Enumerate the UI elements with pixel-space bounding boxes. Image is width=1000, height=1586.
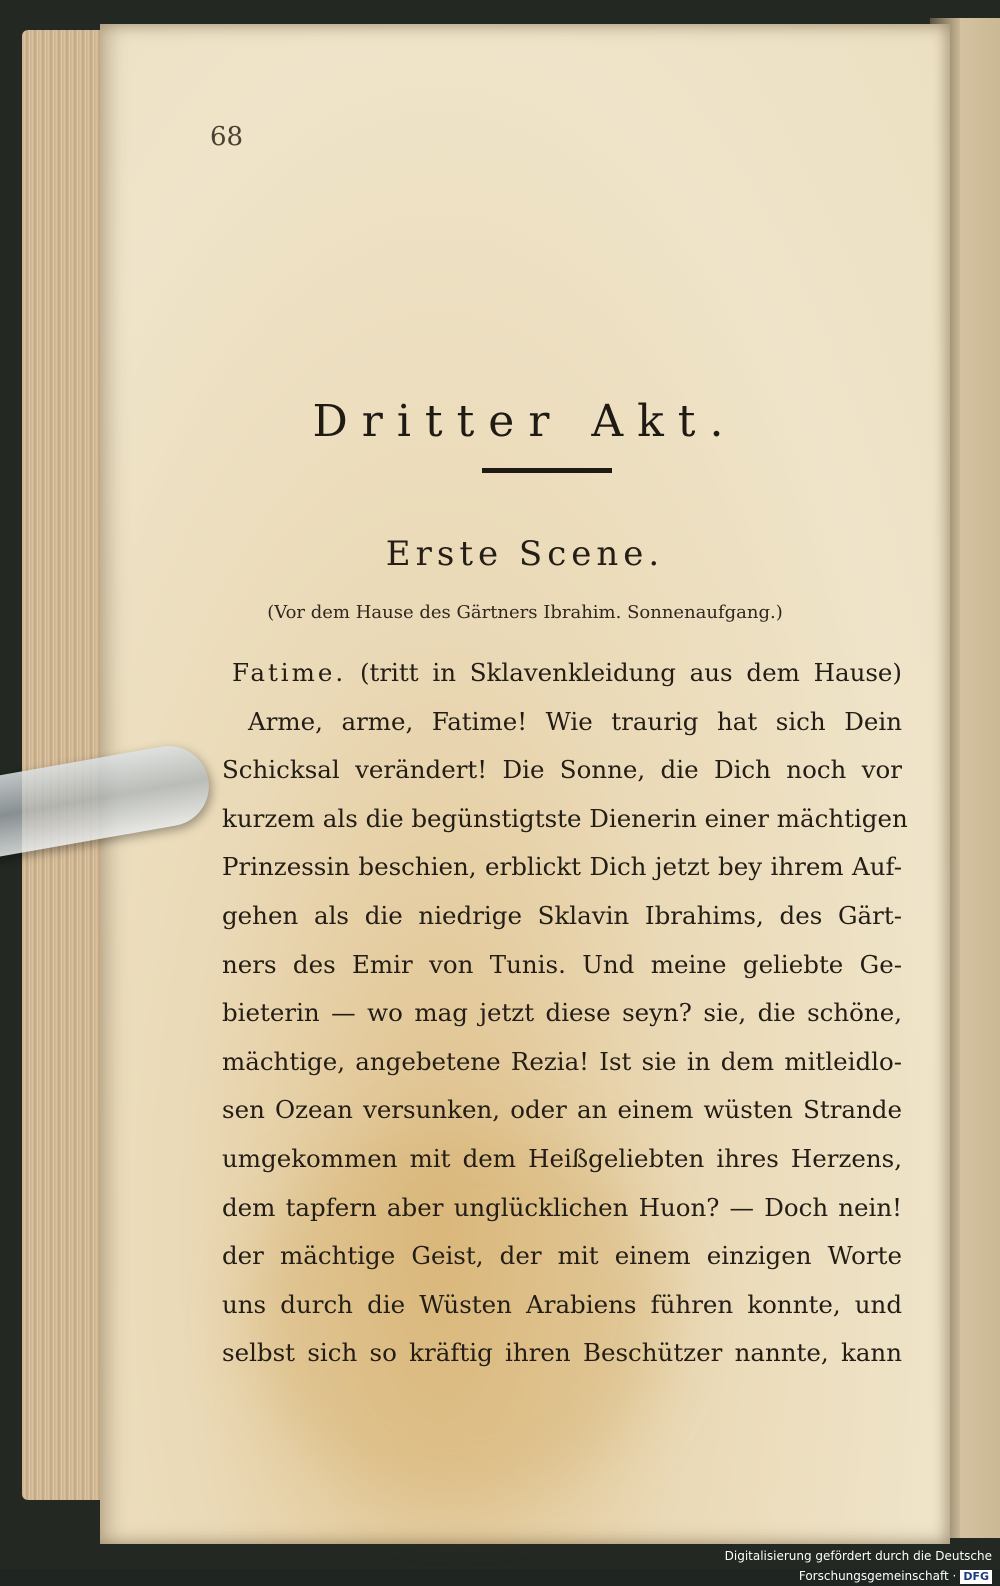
credit-text: Digitalisierung gefördert durch die Deutsche Forschungsgemeinschaft · (724, 1549, 992, 1583)
text-line: selbst sich so kräftig ihren Beschützer nannte, kann (222, 1338, 902, 1368)
text-line: Prinzessin beschien, erblickt Dich jetzt bey ihrem Auf- (222, 852, 902, 882)
book-page (100, 24, 950, 1544)
text-line: bieterin — wo mag jetzt diese seyn? sie, die schöne, (222, 998, 902, 1028)
text-line: uns durch die Wüsten Arabiens führen konnte, und (222, 1289, 902, 1319)
text-line: sen Ozean versunken, oder an einem wüsten Strande (222, 1095, 902, 1125)
digitization-credit (600, 1546, 1000, 1583)
text-line: dem tapfern aber unglücklichen Huon? — Doch nein! (222, 1192, 902, 1222)
text-line: ners des Emir von Tunis. Und meine geliebte Ge- (222, 949, 902, 979)
text-line: der mächtige Geist, der mit einem einzigen Worte (222, 1241, 902, 1271)
dialogue-text (222, 649, 908, 1378)
text-line: umgekommen mit dem Heißgeliebten ihres Herzens, (222, 1143, 902, 1173)
act-title: Dritter Akt. (312, 396, 738, 447)
speaker-name: Fatime. (232, 658, 347, 687)
speaker-line (222, 649, 902, 698)
text-line: mächtige, angebetene Rezia! Ist sie in dem mitleidlo- (222, 1046, 902, 1076)
text-line: Schicksal verändert! Die Sonne, die Dich noch vor (222, 755, 902, 785)
scene-title: Erste Scene. (385, 534, 665, 574)
text-line: Arme, arme, Fatime! Wie traurig hat sich Dein (248, 706, 902, 736)
dfg-logo: DFG (960, 1570, 992, 1584)
title-divider (482, 468, 612, 473)
speaker-direction: (tritt in Sklavenkleidung aus dem Hause) (359, 658, 902, 687)
text-line: gehen als die niedrige Sklavin Ibrahims, des Gärt- (222, 900, 902, 930)
text-line: kurzem als die begünstigtste Dienerin einer mächtigen (222, 803, 908, 833)
stage-direction: (Vor dem Hause des Gärtners Ibrahim. Sonnenaufgang.) (267, 602, 783, 623)
page-number: 68 (210, 122, 244, 152)
